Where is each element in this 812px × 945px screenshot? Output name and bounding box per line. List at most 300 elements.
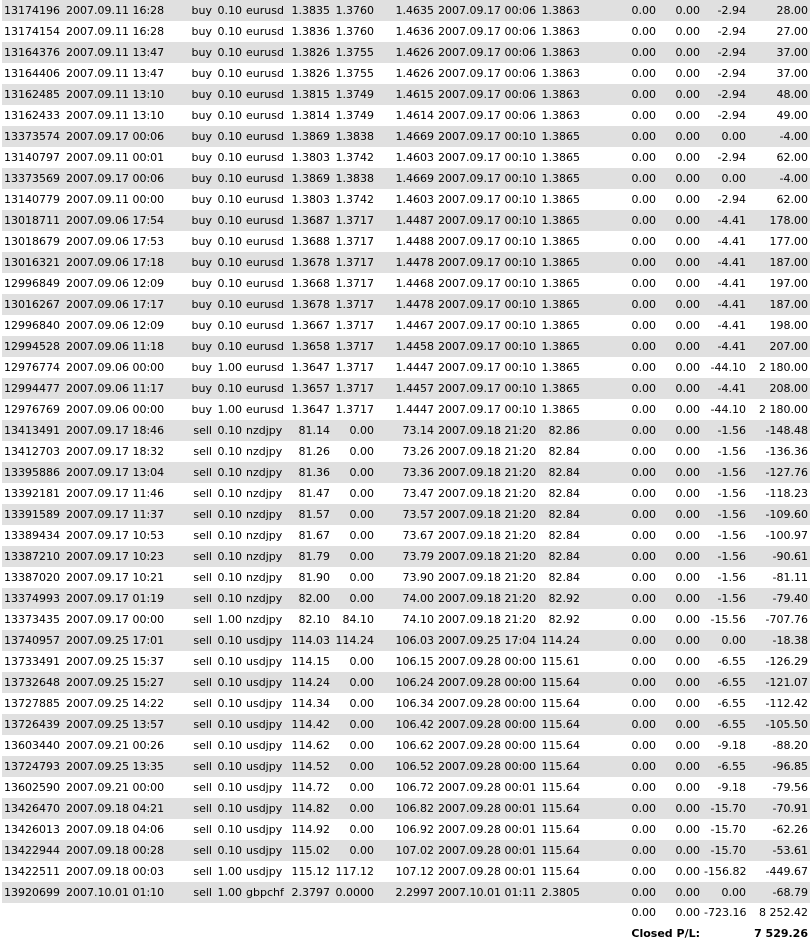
- table-row: [2, 357, 810, 378]
- cell-close-time: 2007.09.18 21:20: [436, 420, 538, 441]
- cell-open-time: 2007.09.25 14:22: [64, 693, 184, 714]
- cell-commission: 0.00: [582, 126, 658, 147]
- cell-commission: 0.00: [582, 315, 658, 336]
- cell-item: eurusd: [244, 231, 288, 252]
- cell-open-price: 81.14: [288, 420, 332, 441]
- cell-swap: -4.41: [702, 378, 748, 399]
- cell-ticket: 13164376: [2, 42, 64, 63]
- cell-type: sell: [184, 735, 214, 756]
- cell-ticket: 13174196: [2, 0, 64, 21]
- cell-type: buy: [184, 399, 214, 420]
- cell-stop-loss: 1.3717: [332, 315, 376, 336]
- cell-size: 0.10: [214, 651, 244, 672]
- cell-open-time: 2007.09.06 17:18: [64, 252, 184, 273]
- cell-profit: 37.00: [748, 63, 810, 84]
- cell-swap: -1.56: [702, 567, 748, 588]
- cell-size: 0.10: [214, 168, 244, 189]
- cell-open-time: 2007.09.11 13:10: [64, 84, 184, 105]
- cell-open-time: 2007.09.17 18:32: [64, 441, 184, 462]
- cell-taxes: 0.00: [658, 21, 702, 42]
- table-row: [2, 798, 810, 819]
- cell-type: buy: [184, 105, 214, 126]
- cell-profit: 177.00: [748, 231, 810, 252]
- cell-close-price: 115.61: [538, 651, 582, 672]
- cell-taxes: 0.00: [658, 273, 702, 294]
- cell-open-price: 81.67: [288, 525, 332, 546]
- cell-profit: -100.97: [748, 525, 810, 546]
- cell-close-time: 2007.09.28 00:01: [436, 840, 538, 861]
- cell-take-profit: 1.4478: [376, 252, 436, 273]
- cell-item: eurusd: [244, 357, 288, 378]
- cell-open-price: 114.34: [288, 693, 332, 714]
- cell-stop-loss: 0.00: [332, 777, 376, 798]
- cell-size: 0.10: [214, 105, 244, 126]
- cell-item: nzdjpy: [244, 588, 288, 609]
- cell-item: usdjpy: [244, 672, 288, 693]
- cell-take-profit: 1.4603: [376, 147, 436, 168]
- cell-commission: 0.00: [582, 63, 658, 84]
- cell-close-price: 1.3865: [538, 378, 582, 399]
- cell-swap: 0.00: [702, 630, 748, 651]
- cell-take-profit: 2.2997: [376, 882, 436, 903]
- cell-swap: -4.41: [702, 294, 748, 315]
- cell-swap: -4.41: [702, 231, 748, 252]
- table-row: [2, 840, 810, 861]
- cell-stop-loss: 0.00: [332, 525, 376, 546]
- cell-open-price: 1.3647: [288, 357, 332, 378]
- cell-swap: -1.56: [702, 546, 748, 567]
- cell-profit: -79.56: [748, 777, 810, 798]
- cell-stop-loss: 1.3742: [332, 189, 376, 210]
- total-commission: 0.00: [582, 903, 658, 923]
- cell-size: 0.10: [214, 420, 244, 441]
- cell-type: sell: [184, 714, 214, 735]
- table-row: [2, 168, 810, 189]
- cell-item: eurusd: [244, 0, 288, 21]
- cell-close-time: 2007.09.28 00:01: [436, 777, 538, 798]
- cell-stop-loss: 1.3749: [332, 84, 376, 105]
- cell-taxes: 0.00: [658, 0, 702, 21]
- cell-ticket: 13426013: [2, 819, 64, 840]
- cell-taxes: 0.00: [658, 756, 702, 777]
- table-row: [2, 609, 810, 630]
- cell-open-time: 2007.09.18 00:03: [64, 861, 184, 882]
- cell-close-price: 82.92: [538, 609, 582, 630]
- table-row: [2, 63, 810, 84]
- cell-take-profit: 73.47: [376, 483, 436, 504]
- cell-open-time: 2007.09.06 17:53: [64, 231, 184, 252]
- cell-profit: -4.00: [748, 168, 810, 189]
- cell-open-time: 2007.09.06 12:09: [64, 315, 184, 336]
- cell-swap: -1.56: [702, 504, 748, 525]
- cell-close-price: 1.3865: [538, 126, 582, 147]
- cell-stop-loss: 1.3717: [332, 273, 376, 294]
- cell-open-time: 2007.09.18 04:06: [64, 819, 184, 840]
- cell-open-price: 115.02: [288, 840, 332, 861]
- cell-stop-loss: 0.00: [332, 819, 376, 840]
- cell-open-time: 2007.09.25 17:01: [64, 630, 184, 651]
- cell-ticket: 13018679: [2, 231, 64, 252]
- cell-item: usdjpy: [244, 798, 288, 819]
- cell-commission: 0.00: [582, 546, 658, 567]
- cell-taxes: 0.00: [658, 84, 702, 105]
- cell-size: 0.10: [214, 714, 244, 735]
- table-row: [2, 441, 810, 462]
- cell-open-time: 2007.09.11 13:47: [64, 42, 184, 63]
- cell-taxes: 0.00: [658, 609, 702, 630]
- cell-close-price: 1.3865: [538, 336, 582, 357]
- cell-stop-loss: 0.00: [332, 546, 376, 567]
- cell-stop-loss: 1.3717: [332, 336, 376, 357]
- cell-size: 0.10: [214, 252, 244, 273]
- cell-ticket: 13732648: [2, 672, 64, 693]
- cell-commission: 0.00: [582, 105, 658, 126]
- cell-close-price: 1.3865: [538, 252, 582, 273]
- cell-profit: -18.38: [748, 630, 810, 651]
- cell-commission: 0.00: [582, 777, 658, 798]
- cell-swap: -2.94: [702, 84, 748, 105]
- table-row: [2, 567, 810, 588]
- cell-commission: 0.00: [582, 84, 658, 105]
- cell-open-price: 1.3826: [288, 63, 332, 84]
- cell-taxes: 0.00: [658, 399, 702, 420]
- cell-item: usdjpy: [244, 861, 288, 882]
- cell-swap: -6.55: [702, 714, 748, 735]
- cell-stop-loss: 1.3749: [332, 105, 376, 126]
- total-taxes: 0.00: [658, 903, 702, 923]
- table-row: [2, 84, 810, 105]
- cell-taxes: 0.00: [658, 714, 702, 735]
- cell-ticket: 13724793: [2, 756, 64, 777]
- cell-swap: -1.56: [702, 441, 748, 462]
- cell-open-price: 114.03: [288, 630, 332, 651]
- cell-size: 0.10: [214, 777, 244, 798]
- cell-open-time: 2007.09.17 13:04: [64, 462, 184, 483]
- cell-take-profit: 1.4669: [376, 168, 436, 189]
- cell-ticket: 12994477: [2, 378, 64, 399]
- cell-take-profit: 106.03: [376, 630, 436, 651]
- cell-item: usdjpy: [244, 777, 288, 798]
- cell-profit: -70.91: [748, 798, 810, 819]
- cell-item: usdjpy: [244, 693, 288, 714]
- cell-close-price: 1.3865: [538, 168, 582, 189]
- cell-size: 0.10: [214, 672, 244, 693]
- cell-stop-loss: 84.10: [332, 609, 376, 630]
- cell-close-time: 2007.09.18 21:20: [436, 609, 538, 630]
- trade-history-table: [2, 0, 810, 945]
- cell-open-price: 114.72: [288, 777, 332, 798]
- cell-size: 0.10: [214, 735, 244, 756]
- cell-swap: -1.56: [702, 462, 748, 483]
- cell-take-profit: 1.4669: [376, 126, 436, 147]
- cell-profit: -79.40: [748, 588, 810, 609]
- cell-take-profit: 73.67: [376, 525, 436, 546]
- cell-taxes: 0.00: [658, 420, 702, 441]
- cell-commission: 0.00: [582, 462, 658, 483]
- cell-ticket: 13733491: [2, 651, 64, 672]
- cell-close-price: 1.3865: [538, 315, 582, 336]
- cell-swap: -6.55: [702, 672, 748, 693]
- cell-size: 0.10: [214, 462, 244, 483]
- cell-commission: 0.00: [582, 420, 658, 441]
- cell-ticket: 12976769: [2, 399, 64, 420]
- cell-close-time: 2007.09.28 00:00: [436, 672, 538, 693]
- table-row: [2, 336, 810, 357]
- cell-take-profit: 107.02: [376, 840, 436, 861]
- cell-profit: -118.23: [748, 483, 810, 504]
- cell-close-price: 114.24: [538, 630, 582, 651]
- cell-profit: -707.76: [748, 609, 810, 630]
- cell-item: usdjpy: [244, 714, 288, 735]
- cell-close-time: 2007.09.18 21:20: [436, 588, 538, 609]
- cell-ticket: 13174154: [2, 21, 64, 42]
- cell-close-time: 2007.09.17 00:10: [436, 294, 538, 315]
- table-row: [2, 315, 810, 336]
- cell-profit: 48.00: [748, 84, 810, 105]
- cell-taxes: 0.00: [658, 357, 702, 378]
- cell-taxes: 0.00: [658, 693, 702, 714]
- cell-item: usdjpy: [244, 735, 288, 756]
- cell-item: eurusd: [244, 63, 288, 84]
- cell-type: buy: [184, 21, 214, 42]
- cell-taxes: 0.00: [658, 441, 702, 462]
- cell-item: eurusd: [244, 378, 288, 399]
- cell-open-price: 82.00: [288, 588, 332, 609]
- cell-size: 0.10: [214, 336, 244, 357]
- cell-close-price: 1.3863: [538, 21, 582, 42]
- cell-profit: -449.67: [748, 861, 810, 882]
- cell-size: 0.10: [214, 21, 244, 42]
- cell-size: 0.10: [214, 588, 244, 609]
- cell-type: sell: [184, 882, 214, 903]
- cell-close-price: 115.64: [538, 861, 582, 882]
- cell-commission: 0.00: [582, 588, 658, 609]
- cell-ticket: 13016267: [2, 294, 64, 315]
- cell-stop-loss: 0.0000: [332, 882, 376, 903]
- cell-open-price: 114.24: [288, 672, 332, 693]
- cell-take-profit: 1.4458: [376, 336, 436, 357]
- cell-open-time: 2007.09.25 15:37: [64, 651, 184, 672]
- cell-open-price: 114.42: [288, 714, 332, 735]
- cell-swap: -1.56: [702, 483, 748, 504]
- table-row: [2, 231, 810, 252]
- cell-open-time: 2007.09.25 13:35: [64, 756, 184, 777]
- cell-take-profit: 1.4603: [376, 189, 436, 210]
- cell-open-price: 1.3647: [288, 399, 332, 420]
- cell-taxes: 0.00: [658, 651, 702, 672]
- cell-item: eurusd: [244, 315, 288, 336]
- cell-commission: 0.00: [582, 567, 658, 588]
- cell-take-profit: 106.62: [376, 735, 436, 756]
- cell-take-profit: 106.15: [376, 651, 436, 672]
- cell-close-time: 2007.09.18 21:20: [436, 567, 538, 588]
- cell-swap: -44.10: [702, 399, 748, 420]
- cell-close-price: 82.86: [538, 420, 582, 441]
- table-row: [2, 882, 810, 903]
- cell-close-time: 2007.09.28 00:01: [436, 861, 538, 882]
- cell-swap: -4.41: [702, 315, 748, 336]
- cell-swap: -4.41: [702, 273, 748, 294]
- cell-profit: 2 180.00: [748, 399, 810, 420]
- cell-open-price: 82.10: [288, 609, 332, 630]
- cell-taxes: 0.00: [658, 588, 702, 609]
- cell-close-price: 115.64: [538, 714, 582, 735]
- cell-take-profit: 73.36: [376, 462, 436, 483]
- cell-profit: 197.00: [748, 273, 810, 294]
- cell-swap: -2.94: [702, 21, 748, 42]
- cell-type: buy: [184, 315, 214, 336]
- cell-taxes: 0.00: [658, 777, 702, 798]
- cell-open-price: 2.3797: [288, 882, 332, 903]
- cell-commission: 0.00: [582, 399, 658, 420]
- cell-taxes: 0.00: [658, 861, 702, 882]
- cell-close-time: 2007.09.18 21:20: [436, 504, 538, 525]
- cell-profit: 178.00: [748, 210, 810, 231]
- cell-close-price: 115.64: [538, 735, 582, 756]
- cell-open-price: 1.3668: [288, 273, 332, 294]
- cell-profit: -136.36: [748, 441, 810, 462]
- cell-type: buy: [184, 378, 214, 399]
- cell-swap: -15.70: [702, 798, 748, 819]
- cell-commission: 0.00: [582, 21, 658, 42]
- cell-ticket: 13422944: [2, 840, 64, 861]
- closed-pl-value: 7 529.26: [702, 923, 810, 945]
- cell-commission: 0.00: [582, 189, 658, 210]
- cell-open-price: 114.52: [288, 756, 332, 777]
- cell-size: 0.10: [214, 63, 244, 84]
- cell-stop-loss: 0.00: [332, 735, 376, 756]
- table-row: [2, 105, 810, 126]
- cell-open-price: 114.82: [288, 798, 332, 819]
- cell-swap: -2.94: [702, 0, 748, 21]
- cell-item: eurusd: [244, 126, 288, 147]
- cell-type: buy: [184, 126, 214, 147]
- cell-commission: 0.00: [582, 630, 658, 651]
- cell-open-time: 2007.09.18 04:21: [64, 798, 184, 819]
- cell-close-price: 115.64: [538, 819, 582, 840]
- cell-open-price: 1.3678: [288, 294, 332, 315]
- cell-commission: 0.00: [582, 651, 658, 672]
- cell-open-time: 2007.09.17 00:00: [64, 609, 184, 630]
- cell-profit: -127.76: [748, 462, 810, 483]
- cell-size: 0.10: [214, 546, 244, 567]
- cell-type: buy: [184, 63, 214, 84]
- cell-stop-loss: 1.3717: [332, 399, 376, 420]
- cell-item: nzdjpy: [244, 441, 288, 462]
- cell-open-time: 2007.09.06 17:54: [64, 210, 184, 231]
- cell-open-time: 2007.09.17 01:19: [64, 588, 184, 609]
- table-row: [2, 777, 810, 798]
- cell-size: 0.10: [214, 147, 244, 168]
- cell-item: eurusd: [244, 168, 288, 189]
- cell-size: 0.10: [214, 756, 244, 777]
- cell-stop-loss: 1.3717: [332, 378, 376, 399]
- cell-take-profit: 74.00: [376, 588, 436, 609]
- cell-stop-loss: 0.00: [332, 420, 376, 441]
- cell-close-price: 1.3865: [538, 294, 582, 315]
- cell-open-time: 2007.09.17 11:46: [64, 483, 184, 504]
- cell-type: sell: [184, 567, 214, 588]
- cell-close-price: 115.64: [538, 693, 582, 714]
- cell-take-profit: 1.4447: [376, 399, 436, 420]
- cell-open-time: 2007.10.01 01:10: [64, 882, 184, 903]
- cell-close-time: 2007.09.17 00:10: [436, 231, 538, 252]
- cell-swap: -6.55: [702, 756, 748, 777]
- cell-ticket: 13373574: [2, 126, 64, 147]
- table-row: [2, 504, 810, 525]
- table-row: [2, 294, 810, 315]
- cell-close-time: 2007.09.25 17:04: [436, 630, 538, 651]
- cell-open-price: 1.3869: [288, 126, 332, 147]
- cell-close-time: 2007.09.17 00:10: [436, 399, 538, 420]
- cell-close-price: 115.64: [538, 798, 582, 819]
- cell-commission: 0.00: [582, 672, 658, 693]
- cell-type: sell: [184, 840, 214, 861]
- cell-take-profit: 106.82: [376, 798, 436, 819]
- cell-ticket: 13162433: [2, 105, 64, 126]
- cell-profit: 207.00: [748, 336, 810, 357]
- cell-swap: 0.00: [702, 126, 748, 147]
- cell-type: sell: [184, 777, 214, 798]
- cell-item: nzdjpy: [244, 567, 288, 588]
- cell-swap: -2.94: [702, 147, 748, 168]
- cell-size: 1.00: [214, 357, 244, 378]
- cell-open-time: 2007.09.06 11:17: [64, 378, 184, 399]
- cell-taxes: 0.00: [658, 378, 702, 399]
- cell-swap: -44.10: [702, 357, 748, 378]
- cell-profit: 62.00: [748, 147, 810, 168]
- cell-ticket: 12976774: [2, 357, 64, 378]
- cell-type: sell: [184, 588, 214, 609]
- cell-size: 0.10: [214, 189, 244, 210]
- cell-close-time: 2007.09.17 00:06: [436, 63, 538, 84]
- cell-open-price: 81.47: [288, 483, 332, 504]
- cell-ticket: 13387020: [2, 567, 64, 588]
- cell-size: 0.10: [214, 42, 244, 63]
- cell-stop-loss: 1.3742: [332, 147, 376, 168]
- table-row: [2, 651, 810, 672]
- cell-type: sell: [184, 798, 214, 819]
- cell-profit: -148.48: [748, 420, 810, 441]
- cell-close-time: 2007.09.17 00:10: [436, 273, 538, 294]
- cell-close-time: 2007.09.18 21:20: [436, 462, 538, 483]
- cell-type: buy: [184, 84, 214, 105]
- cell-close-price: 82.84: [538, 504, 582, 525]
- cell-close-price: 1.3865: [538, 231, 582, 252]
- cell-stop-loss: 0.00: [332, 756, 376, 777]
- cell-commission: 0.00: [582, 231, 658, 252]
- cell-stop-loss: 0.00: [332, 798, 376, 819]
- cell-close-price: 1.3865: [538, 147, 582, 168]
- cell-close-time: 2007.09.17 00:06: [436, 0, 538, 21]
- cell-size: 0.10: [214, 210, 244, 231]
- cell-swap: -156.82: [702, 861, 748, 882]
- cell-item: usdjpy: [244, 756, 288, 777]
- cell-close-time: 2007.09.28 00:00: [436, 735, 538, 756]
- cell-swap: -2.94: [702, 42, 748, 63]
- cell-commission: 0.00: [582, 273, 658, 294]
- cell-stop-loss: 1.3760: [332, 0, 376, 21]
- cell-stop-loss: 0.00: [332, 651, 376, 672]
- cell-taxes: 0.00: [658, 210, 702, 231]
- cell-commission: 0.00: [582, 840, 658, 861]
- cell-close-time: 2007.09.18 21:20: [436, 546, 538, 567]
- cell-commission: 0.00: [582, 147, 658, 168]
- cell-stop-loss: 1.3717: [332, 231, 376, 252]
- cell-profit: -112.42: [748, 693, 810, 714]
- cell-type: sell: [184, 630, 214, 651]
- cell-swap: -2.94: [702, 63, 748, 84]
